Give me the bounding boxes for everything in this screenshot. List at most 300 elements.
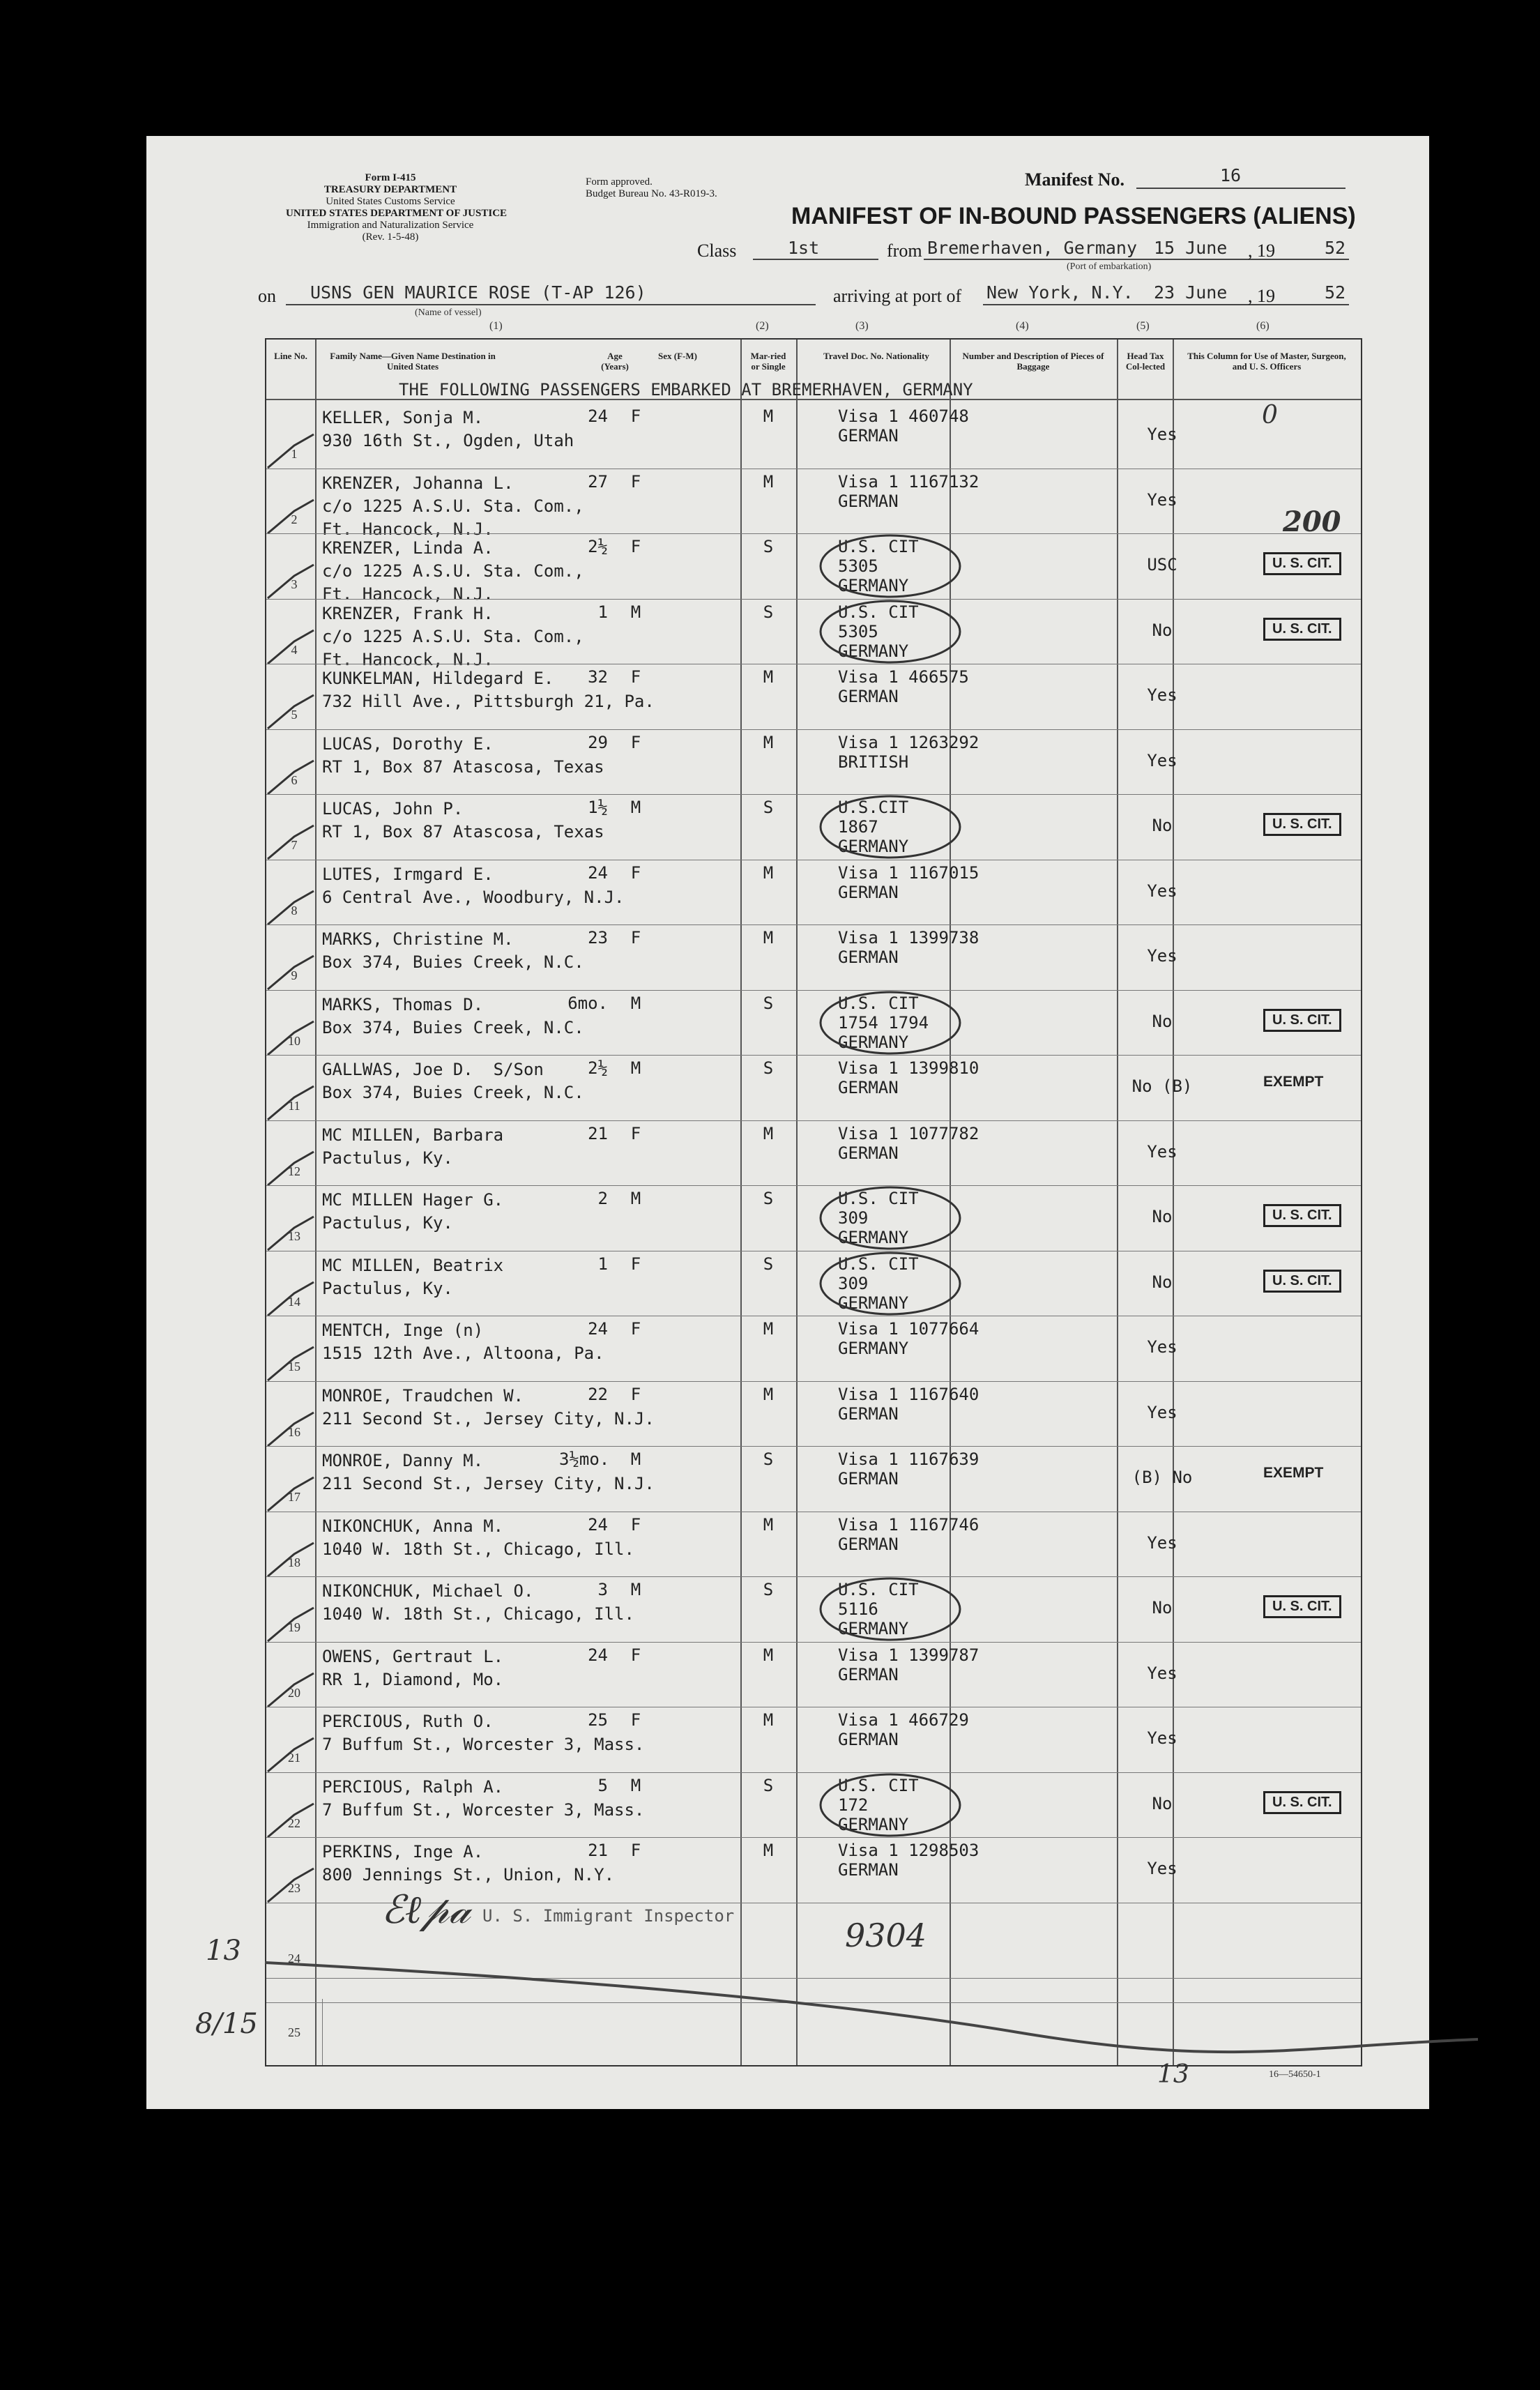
margin-note-13b: 13 [1157, 2060, 1189, 2089]
check-mark [266, 497, 315, 539]
travel-doc-line: Visa 1 1399810 [838, 1058, 979, 1078]
travel-doc-line: GERMAN [838, 687, 899, 706]
line-number: 16 [288, 1424, 300, 1439]
form-revision: (Rev. 1-5-48) [362, 231, 419, 243]
line-number: 9 [291, 968, 298, 982]
passenger-address: 732 Hill Ave., Pittsburgh 21, Pa. [322, 692, 655, 711]
travel-doc-line: U.S. CIT [838, 537, 919, 556]
col-number: (4) [1016, 320, 1029, 332]
head-tax: No [1152, 1207, 1173, 1226]
table-row [266, 469, 1361, 539]
header-line-no: Line No. [274, 351, 307, 361]
passenger-sex: M [630, 993, 641, 1013]
us-citizen-stamp: U. S. CIT. [1263, 552, 1341, 575]
citizen-circle [817, 533, 963, 602]
travel-doc-line: GERMANY [838, 1339, 909, 1358]
marital-status: M [763, 1645, 774, 1665]
travel-doc-line: 5116 [838, 1599, 878, 1619]
travel-doc-line: U.S.CIT [838, 798, 909, 817]
passenger-age: 1 [597, 602, 608, 622]
citizen-circle [817, 793, 963, 863]
travel-doc-line: GERMAN [838, 947, 899, 967]
passenger-sex: F [630, 928, 641, 947]
passenger-age: 6mo. [567, 993, 608, 1013]
travel-document [838, 667, 969, 706]
travel-doc-line: 309 [838, 1273, 869, 1293]
marital-status: S [763, 602, 774, 622]
marital-status: M [763, 1123, 774, 1143]
line-number: 18 [288, 1555, 300, 1569]
table-row [266, 1707, 1361, 1774]
line-number: 22 [288, 1816, 300, 1830]
travel-doc-line: U.S. CIT [838, 1189, 919, 1208]
marital-status: M [763, 1841, 774, 1860]
citizen-circle [817, 598, 963, 668]
passenger-address: Pactulus, Ky. [322, 1213, 453, 1233]
table-row [266, 1577, 1361, 1643]
arriving-line [983, 304, 1349, 305]
dept-ins: Immigration and Naturalization Service [307, 220, 474, 231]
table-row [266, 1121, 1361, 1187]
passenger-name: KRENZER, Frank H. [322, 603, 494, 623]
arriving-year: 52 [1325, 282, 1346, 303]
head-tax: Yes [1147, 489, 1177, 510]
marital-status: M [763, 471, 774, 492]
travel-document [838, 733, 979, 772]
passenger-name: LUCAS, John P. [322, 799, 464, 819]
col-number: (2) [756, 320, 769, 332]
class-line [753, 259, 878, 260]
travel-doc-line: GERMANY [838, 1228, 909, 1247]
check-mark [266, 432, 315, 473]
check-mark [266, 1019, 315, 1060]
check-mark [266, 1279, 315, 1321]
passenger-address: c/o 1225 A.S.U. Sta. Com., [322, 561, 584, 581]
passenger-name: GALLWAS, Joe D. S/Son [322, 1060, 544, 1079]
head-tax: Yes [1147, 1728, 1177, 1748]
passenger-age: 21 [588, 1123, 608, 1143]
travel-document [838, 472, 979, 511]
head-tax: No [1152, 1011, 1173, 1031]
travel-doc-line: GERMANY [838, 1619, 909, 1638]
travel-doc-line: U.S. CIT [838, 602, 919, 622]
travel-document [838, 1841, 979, 1880]
passenger-age: 24 [588, 862, 608, 883]
passenger-age: 24 [588, 1645, 608, 1665]
from-year: 52 [1325, 238, 1346, 258]
passenger-age: 1 [597, 1254, 608, 1274]
passenger-address: Ft. Hancock, N.J. [322, 649, 494, 669]
line-number: 8 [291, 903, 298, 918]
travel-doc-line: 5305 [838, 556, 878, 576]
passenger-address: Ft. Hancock, N.J. [322, 519, 494, 539]
header-baggage: Number and Description of Pieces of Baggage [962, 351, 1104, 372]
travel-doc-line: GERMAN [838, 1534, 899, 1554]
travel-doc-line: GERMAN [838, 1664, 899, 1684]
passenger-name: PERCIOUS, Ruth O. [322, 1712, 494, 1731]
passenger-name: MARKS, Christine M. [322, 929, 514, 949]
passenger-sex: F [630, 732, 641, 752]
travel-doc-line: Visa 1 1167639 [838, 1449, 979, 1469]
table-row [266, 1056, 1361, 1122]
arriving-date: 23 June [1154, 282, 1228, 303]
passenger-age: 22 [588, 1384, 608, 1404]
travel-doc-line: Visa 1 1167640 [838, 1384, 979, 1404]
travel-doc-line: Visa 1 1167746 [838, 1514, 979, 1535]
table-row [266, 404, 1361, 470]
line-number: 15 [288, 1360, 300, 1373]
passenger-name: KELLER, Sonja M. [322, 408, 484, 427]
passenger-name: NIKONCHUK, Anna M. [322, 1516, 504, 1536]
travel-doc-line: Visa 1 1077664 [838, 1319, 979, 1339]
table-row [266, 860, 1361, 927]
col-number: (5) [1136, 320, 1150, 332]
form-approved: Form approved. [586, 176, 653, 188]
passenger-sex: M [630, 1580, 641, 1599]
travel-document [838, 406, 969, 446]
line-number: 3 [291, 577, 298, 591]
passenger-address: RR 1, Diamond, Mo. [322, 1669, 504, 1689]
head-tax: Yes [1147, 750, 1177, 770]
head-tax: Yes [1147, 1663, 1177, 1683]
dept-customs: United States Customs Service [326, 196, 455, 207]
passenger-name-address [322, 994, 584, 1040]
passenger-sex: F [630, 406, 641, 426]
head-tax: Yes [1147, 425, 1177, 444]
check-mark [266, 692, 315, 734]
line-number: 13 [288, 1229, 300, 1243]
passenger-name: LUTES, Irmgard E. [322, 864, 494, 884]
passenger-name-address [322, 537, 584, 606]
passenger-address: 7 Buffum St., Worcester 3, Mass. [322, 1799, 645, 1820]
from-line [924, 259, 1349, 260]
passenger-name: KUNKELMAN, Hildegard E. [322, 669, 554, 688]
embark-banner: THE FOLLOWING PASSENGERS EMBARKED AT BREMERHAVEN, GERMANY [399, 380, 973, 399]
travel-doc-line: Visa 1 1263292 [838, 732, 979, 752]
check-mark [266, 1866, 315, 1908]
table-row [266, 925, 1361, 991]
passenger-name-address [322, 472, 584, 541]
form-code: 16—54650-1 [1269, 2069, 1321, 2080]
travel-doc-line: Visa 1 1077782 [838, 1123, 979, 1143]
table-row [266, 534, 1361, 604]
us-citizen-stamp: U. S. CIT. [1263, 1270, 1341, 1293]
header-rule [266, 399, 1361, 400]
passenger-age: 24 [588, 1319, 608, 1339]
passenger-name-address [322, 602, 584, 671]
head-tax: Yes [1147, 1532, 1177, 1553]
check-mark [266, 1083, 315, 1125]
officer-note-200: 200 [1283, 505, 1341, 538]
head-tax: No [1152, 620, 1173, 640]
line-number: 11 [288, 1099, 300, 1113]
check-mark [266, 1344, 315, 1386]
marital-status: M [763, 732, 774, 752]
table-row [266, 1447, 1361, 1513]
header-sex: Sex (F-M) [658, 351, 697, 361]
travel-document [838, 1645, 979, 1684]
dept-justice: UNITED STATES DEPARTMENT OF JUSTICE [286, 208, 508, 219]
line-number: 1 [291, 447, 298, 461]
passenger-name: MC MILLEN Hager G. [322, 1190, 504, 1210]
passenger-name-address [322, 1254, 503, 1300]
passenger-address: c/o 1225 A.S.U. Sta. Com., [322, 496, 584, 516]
check-mark [266, 953, 315, 995]
passenger-sex: F [630, 1319, 641, 1339]
passenger-address: 800 Jennings St., Union, N.Y. [322, 1865, 615, 1885]
us-citizen-stamp: U. S. CIT. [1263, 813, 1341, 836]
travel-document [838, 1124, 979, 1163]
from-port: Bremerhaven, Germany [927, 238, 1138, 258]
marital-status: M [763, 1710, 774, 1730]
travel-doc-line: Visa 1 1298503 [838, 1841, 979, 1860]
passenger-age: 5 [597, 1775, 608, 1795]
check-mark [266, 562, 315, 604]
manifest-page [146, 136, 1429, 2109]
travel-doc-line: GERMAN [838, 1078, 899, 1097]
passenger-name: NIKONCHUK, Michael O. [322, 1581, 534, 1601]
line-number: 17 [288, 1490, 300, 1504]
travel-doc-line: Visa 1 466729 [838, 1710, 969, 1730]
head-tax: (B) No [1131, 1468, 1193, 1487]
travel-doc-line: GERMAN [838, 1143, 899, 1163]
exempt-mark: EXEMPT [1263, 1074, 1324, 1090]
check-mark [266, 823, 315, 865]
col-number: (3) [855, 320, 869, 332]
passenger-sex: F [630, 1514, 641, 1535]
travel-doc-line: GERMANY [838, 641, 909, 661]
line-number: 20 [288, 1685, 300, 1700]
check-mark [266, 627, 315, 669]
arriving-port: New York, N.Y. [986, 282, 1134, 303]
vessel-line [286, 304, 816, 305]
travel-doc-line: Visa 1 1399738 [838, 928, 979, 947]
travel-doc-line: 1867 [838, 817, 878, 837]
head-tax: Yes [1147, 1859, 1177, 1878]
passenger-address: RT 1, Box 87 Atascosa, Texas [322, 822, 604, 842]
travel-document [838, 1710, 969, 1749]
marital-status: S [763, 1580, 774, 1599]
passenger-address: 1040 W. 18th St., Chicago, Ill. [322, 1539, 634, 1559]
marital-status: S [763, 1189, 774, 1208]
passenger-address: 211 Second St., Jersey City, N.J. [322, 1474, 655, 1493]
travel-doc-line: GERMAN [838, 1403, 899, 1424]
line-number: 5 [291, 708, 298, 722]
travel-document [838, 863, 979, 902]
us-citizen-stamp: U. S. CIT. [1263, 1009, 1341, 1032]
passenger-address: Box 374, Buies Creek, N.C. [322, 1017, 584, 1037]
header-head-tax: Head Tax Col-lected [1125, 351, 1166, 372]
col-number: (1) [489, 320, 503, 332]
passenger-sex: M [630, 1189, 641, 1208]
us-citizen-stamp: U. S. CIT. [1263, 1595, 1341, 1618]
passenger-address: 930 16th St., Ogden, Utah [322, 431, 574, 450]
form-header-left [286, 172, 508, 243]
travel-doc-line: 172 [838, 1795, 869, 1815]
margin-note-date: 8/15 [195, 2008, 258, 2040]
passenger-name: MONROE, Danny M. [322, 1451, 484, 1470]
passenger-sex: F [630, 471, 641, 492]
head-tax: USC [1147, 555, 1177, 574]
travel-doc-line: Visa 1 460748 [838, 406, 969, 426]
citizen-circle [817, 989, 963, 1059]
travel-doc-line: BRITISH [838, 752, 909, 772]
check-mark [266, 1605, 315, 1647]
passenger-age: 25 [588, 1710, 608, 1730]
travel-document [838, 1058, 979, 1097]
travel-doc-line: GERMANY [838, 1814, 909, 1834]
check-mark [266, 1540, 315, 1582]
class-value: 1st [788, 238, 820, 258]
margin-note-13: 13 [206, 1935, 241, 1967]
travel-doc-line: GERMAN [838, 1469, 899, 1489]
exempt-mark: EXEMPT [1263, 1465, 1324, 1481]
travel-doc-line: GERMAN [838, 491, 899, 511]
citizen-circle [817, 1185, 963, 1254]
travel-doc-line: U.S. CIT [838, 993, 919, 1013]
line-number: 6 [291, 772, 298, 787]
table-row [266, 730, 1361, 796]
passenger-address: 1040 W. 18th St., Chicago, Ill. [322, 1604, 634, 1624]
header-married: Mar-ried or Single [750, 351, 786, 372]
from-label: from [887, 241, 922, 261]
col-number: (6) [1256, 320, 1270, 332]
on-label: on [258, 286, 276, 306]
head-tax: No [1152, 1598, 1173, 1618]
head-tax: No (B) [1131, 1076, 1193, 1096]
passenger-address: 1515 12th Ave., Altoona, Pa. [322, 1344, 604, 1363]
passenger-name-address [322, 1058, 584, 1104]
port-note: (Port of embarkation) [1067, 261, 1152, 272]
travel-doc-line: GERMAN [838, 1860, 899, 1880]
passenger-address: c/o 1225 A.S.U. Sta. Com., [322, 626, 584, 646]
passenger-sex: F [630, 1123, 641, 1143]
line-number: 21 [288, 1751, 300, 1765]
passenger-age: 21 [588, 1841, 608, 1860]
arriving-label: arriving at port of [833, 286, 962, 306]
check-mark [266, 1475, 315, 1516]
line-number: 23 [288, 1881, 300, 1895]
travel-doc-line: U.S. CIT [838, 1254, 919, 1274]
pen-stroke [251, 1935, 1492, 2060]
passenger-table [265, 320, 1362, 2066]
table-row [266, 1186, 1361, 1252]
passenger-address: Ft. Hancock, N.J. [322, 584, 494, 604]
us-citizen-stamp: U. S. CIT. [1263, 618, 1341, 641]
passenger-sex: M [630, 1775, 641, 1795]
head-tax: No [1152, 816, 1173, 835]
passenger-name-address [322, 406, 574, 452]
passenger-sex: F [630, 1645, 641, 1665]
marital-status: M [763, 862, 774, 883]
check-mark [266, 1735, 315, 1777]
header-travel-doc: Travel Doc. No. Nationality [823, 351, 929, 361]
marital-status: S [763, 537, 774, 556]
table-row [266, 991, 1361, 1057]
head-tax: No [1152, 1272, 1173, 1292]
travel-doc-line: GERMANY [838, 576, 909, 595]
passenger-name: LUCAS, Dorothy E. [322, 733, 494, 754]
travel-doc-line: Visa 1 466575 [838, 667, 969, 687]
marital-status: M [763, 1514, 774, 1535]
check-mark [266, 1801, 315, 1843]
travel-document [838, 1385, 979, 1424]
passenger-name-address [322, 1645, 503, 1691]
travel-doc-line: Visa 1 1167015 [838, 862, 979, 883]
travel-doc-line: Visa 1 1167132 [838, 471, 979, 492]
citizen-circle [817, 1772, 963, 1841]
marital-status: M [763, 1319, 774, 1339]
marital-status: S [763, 798, 774, 817]
check-mark [266, 1410, 315, 1452]
passenger-sex: F [630, 1384, 641, 1404]
marital-status: S [763, 1449, 774, 1469]
officer-note-0: 0 [1262, 401, 1278, 429]
check-mark [266, 1214, 315, 1256]
us-citizen-stamp: U. S. CIT. [1263, 1791, 1341, 1814]
passenger-age: 2½ [588, 537, 608, 556]
passenger-age: 24 [588, 1514, 608, 1535]
passenger-age: 1½ [588, 798, 608, 817]
header-age: Age (Years) [601, 351, 629, 372]
head-tax: Yes [1147, 685, 1177, 705]
travel-doc-line: U.S. CIT [838, 1580, 919, 1599]
passenger-age: 27 [588, 471, 608, 492]
line-number: 19 [288, 1620, 300, 1634]
head-tax: Yes [1147, 1337, 1177, 1357]
vessel-note: (Name of vessel) [415, 307, 482, 318]
marital-status: M [763, 667, 774, 687]
passenger-name-address [322, 1124, 503, 1170]
passenger-age: 3½mo. [559, 1449, 610, 1469]
line-number: 2 [291, 512, 298, 526]
travel-doc-line: GERMAN [838, 882, 899, 902]
passenger-address: Pactulus, Ky. [322, 1148, 453, 1168]
travel-doc-line: 5305 [838, 621, 878, 641]
marital-status: S [763, 1775, 774, 1795]
passenger-name: MC MILLEN, Barbara [322, 1125, 504, 1145]
travel-document [838, 1515, 979, 1554]
citizen-circle [817, 1576, 963, 1645]
table-row [266, 664, 1361, 731]
check-mark [266, 888, 315, 930]
line-number: 4 [291, 642, 298, 657]
manifest-title: MANIFEST OF IN-BOUND PASSENGERS (ALIENS) [791, 203, 1356, 229]
header-family-name: Family Name—Given Name Destination in United States [330, 351, 496, 372]
passenger-name: KRENZER, Johanna L. [322, 473, 514, 493]
travel-document [838, 1319, 979, 1358]
passenger-name-address [322, 1189, 503, 1235]
head-tax: Yes [1147, 881, 1177, 901]
passenger-name: MENTCH, Inge (n) [322, 1320, 484, 1340]
table-row [266, 1316, 1361, 1383]
from-year-prefix: , 19 [1248, 241, 1275, 261]
passenger-sex: F [630, 1254, 641, 1274]
table-row [266, 795, 1361, 861]
vessel-name: USNS GEN MAURICE ROSE (T-AP 126) [310, 282, 646, 303]
passenger-sex: F [630, 1841, 641, 1860]
check-mark [266, 758, 315, 800]
table-row [266, 1382, 1361, 1448]
class-label: Class [697, 241, 737, 261]
travel-doc-line: GERMANY [838, 837, 909, 856]
passenger-sex: F [630, 1710, 641, 1730]
travel-doc-line: GERMANY [838, 1293, 909, 1313]
budget-bureau: Budget Bureau No. 43-R019-3. [586, 188, 717, 199]
table-row [266, 600, 1361, 669]
passenger-age: 3 [597, 1580, 608, 1599]
line-number: 24 [288, 1951, 300, 1965]
